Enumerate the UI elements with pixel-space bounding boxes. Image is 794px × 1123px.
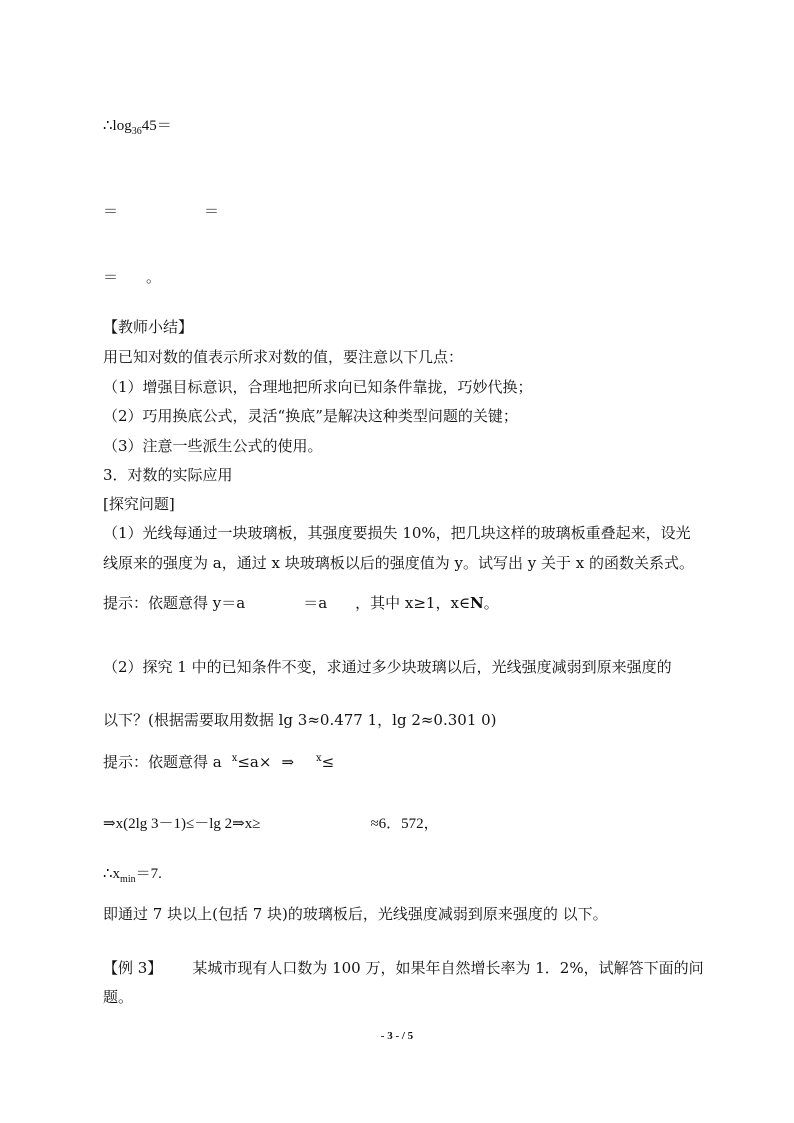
log-base: 36 <box>131 126 142 137</box>
hint-1-end: 。 <box>483 594 499 612</box>
example-3-text: 某城市现有人口数为 100 万，如果年自然增长率为 1．2%，试解答下面的问 <box>192 959 704 977</box>
log-argument: 45＝ <box>141 118 172 134</box>
hint-2 <box>103 749 334 772</box>
equation-line-3 <box>103 268 161 288</box>
hint-2-part: 提示：依题意得 a <box>103 753 222 771</box>
hint-1 <box>103 593 499 613</box>
implies-sign: ⇒ <box>281 753 295 771</box>
exponent-x: x <box>231 753 238 764</box>
derivation-result: ≈6．572， <box>370 816 439 832</box>
example-3-label: 【例 3】 <box>103 959 163 977</box>
log-expression-line <box>103 116 172 142</box>
section-heading: 3．对数的实际应用 <box>103 466 233 484</box>
conclusion-line: 即通过 7 块以上(包括 7 块)的玻璃板后，光线强度减弱到原来强度的 以下。 <box>103 905 608 923</box>
equation-line-2 <box>103 202 219 222</box>
natural-numbers-symbol: N <box>470 594 484 612</box>
example-3-line-2: 题。 <box>103 988 134 1006</box>
teacher-summary-heading: 【教师小结】 <box>103 318 194 336</box>
example-3-line-1 <box>103 958 704 978</box>
x-min-subscript: min <box>120 874 136 885</box>
summary-point-1: （1）增强目标意识，合理地把所求向已知条件靠拢，巧妙代换； <box>103 378 533 396</box>
x-min-line <box>103 864 162 890</box>
hint-1-part: ＝a <box>303 594 328 612</box>
question-1-line-1: （1）光线每通过一块玻璃板，其强度要损失 10%，把几块这样的玻璃板重叠起来，设光 <box>103 524 691 542</box>
summary-point-2: （2）巧用换底公式，灵活“换底”是解决这种类型问题的关键； <box>103 407 518 425</box>
equals-sign: ＝ <box>103 270 119 286</box>
log-prefix: ∴log <box>103 118 132 134</box>
equals-sign: ＝ <box>204 204 220 220</box>
page-number: - 3 - / 5 <box>380 1030 414 1042</box>
period: 。 <box>146 270 162 286</box>
derivation-step <box>103 814 439 834</box>
question-1-line-2: 线原来的强度为 a，通过 x 块玻璃板以后的强度值为 y。试写出 y 关于 x 的函数关系式。 <box>103 554 694 572</box>
equals-sign: ＝ <box>103 204 119 220</box>
explore-heading: [探究问题] <box>103 495 175 513</box>
hint-1-part: ，其中 x≥1，x∈ <box>355 594 471 612</box>
hint-1-part: 提示：依题意得 y＝a <box>103 594 246 612</box>
question-2-line-1: （2）探究 1 中的已知条件不变，求通过多少块玻璃以后，光线强度减弱到原来强度的 <box>103 658 672 676</box>
summary-point-3: （3）注意一些派生公式的使用。 <box>103 437 323 455</box>
summary-intro: 用已知对数的值表示所求对数的值，要注意以下几点： <box>103 348 464 366</box>
exponent-x: x <box>316 753 322 764</box>
x-min-prefix: ∴x <box>103 866 121 882</box>
x-min-value: ＝7. <box>135 866 162 882</box>
question-2-line-2: 以下？(根据需要取用数据 lg 3≈0.477 1，lg 2≈0.301 0) <box>103 711 497 729</box>
hint-2-part: ≤a× <box>237 753 272 771</box>
hint-2-part: ≤ <box>321 753 335 771</box>
derivation-left: ⇒x(2lg 3－1)≤－lg 2⇒x≥ <box>103 816 261 832</box>
